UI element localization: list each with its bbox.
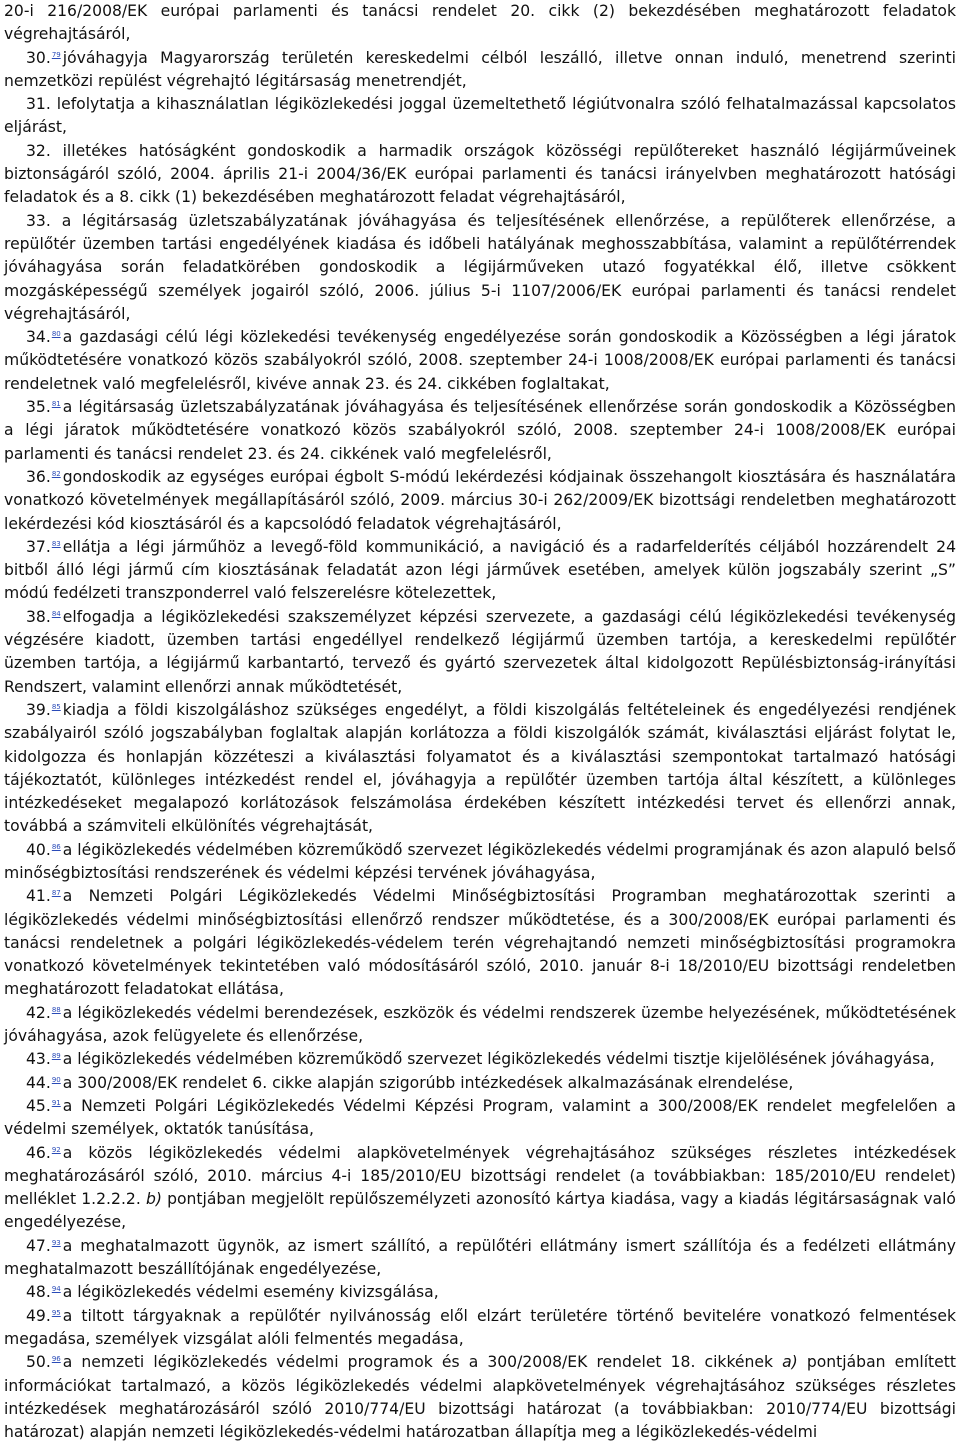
item-number: 41. — [26, 887, 51, 906]
paragraph-item — [4, 466, 956, 536]
item-number: 38. — [26, 607, 51, 626]
item-number: 49. — [26, 1306, 51, 1325]
item-number: 50. — [26, 1353, 51, 1372]
footnote-ref-link[interactable]: 86 — [51, 842, 61, 851]
item-number: 46. — [26, 1143, 51, 1162]
footnote-ref-link[interactable]: 91 — [51, 1098, 61, 1107]
paragraph-text-continued: pontjában megjelölt repülőszemélyzeti azonosító kártya kiadása, vagy a kiadás légitársaságnak való engedélyezése, — [4, 1190, 956, 1232]
paragraph-item — [4, 0, 956, 47]
paragraph-item — [4, 1072, 956, 1095]
footnote-ref-link[interactable]: 84 — [51, 609, 61, 618]
paragraph-item — [4, 1235, 956, 1282]
footnote-ref-link[interactable]: 85 — [51, 702, 61, 711]
paragraph-text: elfogadja a légiközlekedési szakszemélyzet képzési szervezete, a gazdasági célú légiközlekedési tevékenység végzésére kiadott, üzemben tartási engedéllyel rendelkező légijármű üzemben tartója, a kereskedelmi repülőtér üzemben tartója, a légijármű karbantartó, tervező és gyártó szervezetek által kidolgozott Repülésbiztonság-irányítási Rendszert, valamint ellenőrzi annak működtetését, — [4, 607, 956, 696]
item-number: 30. — [26, 48, 51, 67]
paragraph-text: a légiközlekedés védelmében közreműködő szervezet légiközlekedés védelmi programjának és azon alapuló belső minőségbiztosítási rendszerének és védelmi képzési tervének jóváhagyása, — [4, 840, 956, 882]
footnote-ref-link[interactable]: 87 — [51, 889, 61, 898]
footnote-ref-link[interactable]: 90 — [51, 1075, 61, 1084]
footnote-ref-link[interactable]: 82 — [51, 469, 61, 478]
paragraph-text: lefolytatja a kihasználatlan légiközlekedési joggal üzemeltethető légiútvonalra szóló felhatalmazással kapcsolatos eljárást, — [4, 95, 956, 137]
paragraph-item — [4, 885, 956, 1001]
item-number: 44. — [26, 1073, 51, 1092]
item-number: 42. — [26, 1003, 51, 1022]
paragraph-text: a légiközlekedés védelmében közreműködő szervezet légiközlekedés védelmi tisztje kijelölésének jóváhagyása, — [62, 1050, 935, 1069]
document-body — [4, 0, 956, 1444]
footnote-ref-link[interactable]: 95 — [51, 1308, 61, 1317]
footnote-ref-link[interactable]: 96 — [51, 1355, 61, 1364]
paragraph-item — [4, 1305, 956, 1352]
paragraph-text: a közös légiközlekedés védelmi alapkövetelmények végrehajtásához szükséges részletes intézkedések meghatározásáról szóló, 2010. március 4-i 185/2010/EU bizottsági rendelet (a továbbiakban: 185/2010/EU rendelet) melléklet 1.2.2.2. — [4, 1143, 956, 1209]
paragraph-text: a légitársaság üzletszabályzatának jóváhagyása és teljesítésének ellenőrzése során gondoskodik a Közösségben a légi járatok működtetésére vonatkozó közös szabályokról szóló, 2008. szeptember 24-i 1008/2008/EK európai parlamenti és tanácsi rendelet 23. és 24. cikkének való megfelelésről, — [4, 398, 956, 463]
footnote-ref-link[interactable]: 89 — [51, 1052, 61, 1061]
item-number: 39. — [26, 700, 51, 719]
item-number: 48. — [26, 1283, 51, 1302]
paragraph-item — [4, 1142, 956, 1235]
paragraph-item — [4, 1351, 956, 1444]
paragraph-text: kiadja a földi kiszolgáláshoz szükséges engedélyt, a földi kiszolgálás feltételeinek és engedélyezési rendjének szabályairól szóló jogszabályban foglaltak alapján korlátozza a földi kiszolgálók számát, kiválasztási eljárást folytat le, kidolgozza és honlapján közzéteszi a kiválasztási folyamatot és a kiválasztási szempontokat tartalmazó hatósági tájékoztatót, különleges intézkedést rendel el, jóváhagyja a repülőtér üzemben tartója által készített, a különleges intézkedéseket megalapozó korlátozások felszámolása érdekében készített intézkedési tervet és ellenőrzi annak, továbbá a számviteli elkülönítés végrehajtását, — [4, 700, 956, 836]
item-number: 31. — [26, 95, 51, 114]
paragraph-text: illetékes hatóságként gondoskodik a harmadik országok közösségi repülőtereket használó légijárműveinek biztonságáról szóló, 2004. április 21-i 2004/36/EK európai parlamenti és tanácsi irányelvben meghatározott hatósági feladatok és a 8. cikk (1) bekezdésében meghatározott feladat végrehajtásáról, — [4, 141, 956, 207]
paragraph-text: a légiközlekedés védelmi berendezések, eszközök és védelmi rendszerek üzembe helyezésének, működtetésének jóváhagyása, azok felügyelete és ellenőrzése, — [4, 1003, 956, 1046]
paragraph-text: 20-i 216/2008/EK európai parlamenti és tanácsi rendelet 20. cikk (2) bekezdésében meghatározott feladatok végrehajtásáról, — [4, 2, 956, 44]
paragraph-text: a tiltott tárgyaknak a repülőtér nyilvánosság elől elzárt területére történő bevitelére vonatkozó felmentések megadása, személyek vizsgálat alóli felmentés megadása, — [4, 1306, 956, 1348]
paragraph-text: a gazdasági célú légi közlekedési tevékenység engedélyezése során gondoskodik a Közösségben a légi járatok működtetésére vonatkozó közös szabályokról szóló, 2008. szeptember 24-i 1008/2008/EK európai parlamenti és tanácsi rendeletnek való megfelelésről, kivéve annak 23. és 24. cikkében foglaltakat, — [4, 328, 956, 393]
paragraph-text: a 300/2008/EK rendelet 6. cikke alapján szigorúbb intézkedések alkalmazásának elrendelése, — [62, 1073, 794, 1092]
paragraph-text: a meghatalmazott ügynök, az ismert szállító, a repülőtéri ellátmány ismert szállítója és a fedélzeti ellátmány meghatalmazott beszállítójának engedélyezése, — [4, 1236, 956, 1279]
paragraph-item — [4, 140, 956, 210]
footnote-ref-link[interactable]: 93 — [51, 1238, 61, 1247]
item-number: 45. — [26, 1096, 51, 1115]
item-number: 47. — [26, 1236, 51, 1255]
paragraph-text-continued: pontjában említett információkat tartalmazó, a közös légiközlekedés védelmi alapkövetelmények végrehajtásához szükséges részletes intézkedések meghatározásáról szóló 2010/774/EU bizottsági határozat (a továbbiakban: 2010/774/EU bizottsági határozat) alapján nemzeti légiközlekedés-védelmi határozatban állapítja meg a légiközlekedés-védelmi — [4, 1353, 956, 1442]
paragraph-item — [4, 93, 956, 140]
paragraph-text: a Nemzeti Polgári Légiközlekedés Védelmi Minőségbiztosítási Programban meghatározottak szerinti a légiközlekedés védelmi minőségbiztosítási ellenőrző rendszer működtetése, és a 300/2008/EK európai parlamenti és tanácsi rendeletnek a polgári légiközlekedés-védelem terén végrehajtandó nemzeti minőségbiztosítási programokra vonatkozó követelmények tekintetében való módosításáról szóló, 2010. január 8-i 18/2010/EU bizottsági rendeletben meghatározott feladatokat ellátása, — [4, 887, 956, 999]
item-number: 34. — [26, 328, 51, 347]
paragraph-item — [4, 1095, 956, 1142]
paragraph-text: ellátja a légi járműhöz a levegő-föld kommunikáció, a navigáció és a radarfelderítés céljából hozzárendelt 24 bitből álló légi jármű cím kiosztásának feladatát azon légi járművek esetében, amelyek külön jogszabály szerint „S” módú fedélzeti transzponderrel való felszerelésre kötelezettek, — [4, 537, 956, 603]
footnote-ref-link[interactable]: 79 — [51, 50, 61, 59]
item-number: 36. — [26, 467, 51, 486]
paragraph-item — [4, 1048, 956, 1071]
point-letter-italic: a) — [782, 1353, 798, 1372]
footnote-ref-link[interactable]: 83 — [51, 539, 61, 548]
footnote-ref-link[interactable]: 94 — [51, 1285, 61, 1294]
paragraph-item — [4, 839, 956, 886]
item-number: 40. — [26, 840, 51, 859]
paragraph-text: gondoskodik az egységes európai égbolt S-módú lekérdezési kódjainak összehangolt kiosztására és használatára vonatkozó követelmények megállapításáról szóló, 2009. március 30-i 262/2009/EK bizottsági rendeletben meghatározott lekérdezési kód kiosztásáról és a kapcsolódó feladatok végrehajtásáról, — [4, 467, 956, 533]
footnote-ref-link[interactable]: 81 — [51, 400, 61, 409]
item-number: 43. — [26, 1050, 51, 1069]
footnote-ref-link[interactable]: 92 — [51, 1145, 61, 1154]
paragraph-item — [4, 396, 956, 466]
paragraph-item — [4, 210, 956, 326]
paragraph-text: a légitársaság üzletszabályzatának jóváhagyása és teljesítésének ellenőrzése, a repülőterek ellenőrzése, a repülőtér üzemben tartási engedélyének kiadása és időbeli hatályának meghosszabbítása, valamint a repülőtérrendek jóváhagyása során feladatkörében gondoskodik a légijárműveken utazó fogyatékkal élő, illetve csökkent mozgásképességű személyek jogairól szóló, 2006. július 5-i 1107/2006/EK európai parlamenti és tanácsi rendelet végrehajtásáról, — [4, 211, 956, 323]
item-number: 35. — [26, 398, 51, 417]
paragraph-item — [4, 326, 956, 396]
paragraph-item — [4, 1281, 956, 1304]
item-number: 33. — [26, 211, 51, 230]
paragraph-item — [4, 699, 956, 839]
item-number: 32. — [26, 141, 51, 160]
point-letter-italic: b) — [145, 1190, 162, 1209]
footnote-ref-link[interactable]: 80 — [51, 330, 61, 339]
paragraph-item — [4, 536, 956, 606]
paragraph-item — [4, 47, 956, 94]
paragraph-text: jóváhagyja Magyarország területén kereskedelmi célból leszálló, illetve onnan induló, menetrend szerinti nemzetközi repülést végrehajtó légitársaság menetrendjét, — [4, 48, 956, 90]
paragraph-item — [4, 1002, 956, 1049]
paragraph-text: a nemzeti légiközlekedés védelmi programok és a 300/2008/EK rendelet 18. cikkének — [62, 1353, 774, 1372]
paragraph-text: a légiközlekedés védelmi esemény kivizsgálása, — [62, 1283, 439, 1302]
item-number: 37. — [26, 537, 51, 556]
paragraph-item — [4, 606, 956, 699]
paragraph-text: a Nemzeti Polgári Légiközlekedés Védelmi Képzési Program, valamint a 300/2008/EK rendelet megfelelően a védelmi személyek, oktatók tanúsítása, — [4, 1096, 956, 1139]
footnote-ref-link[interactable]: 88 — [51, 1005, 61, 1014]
